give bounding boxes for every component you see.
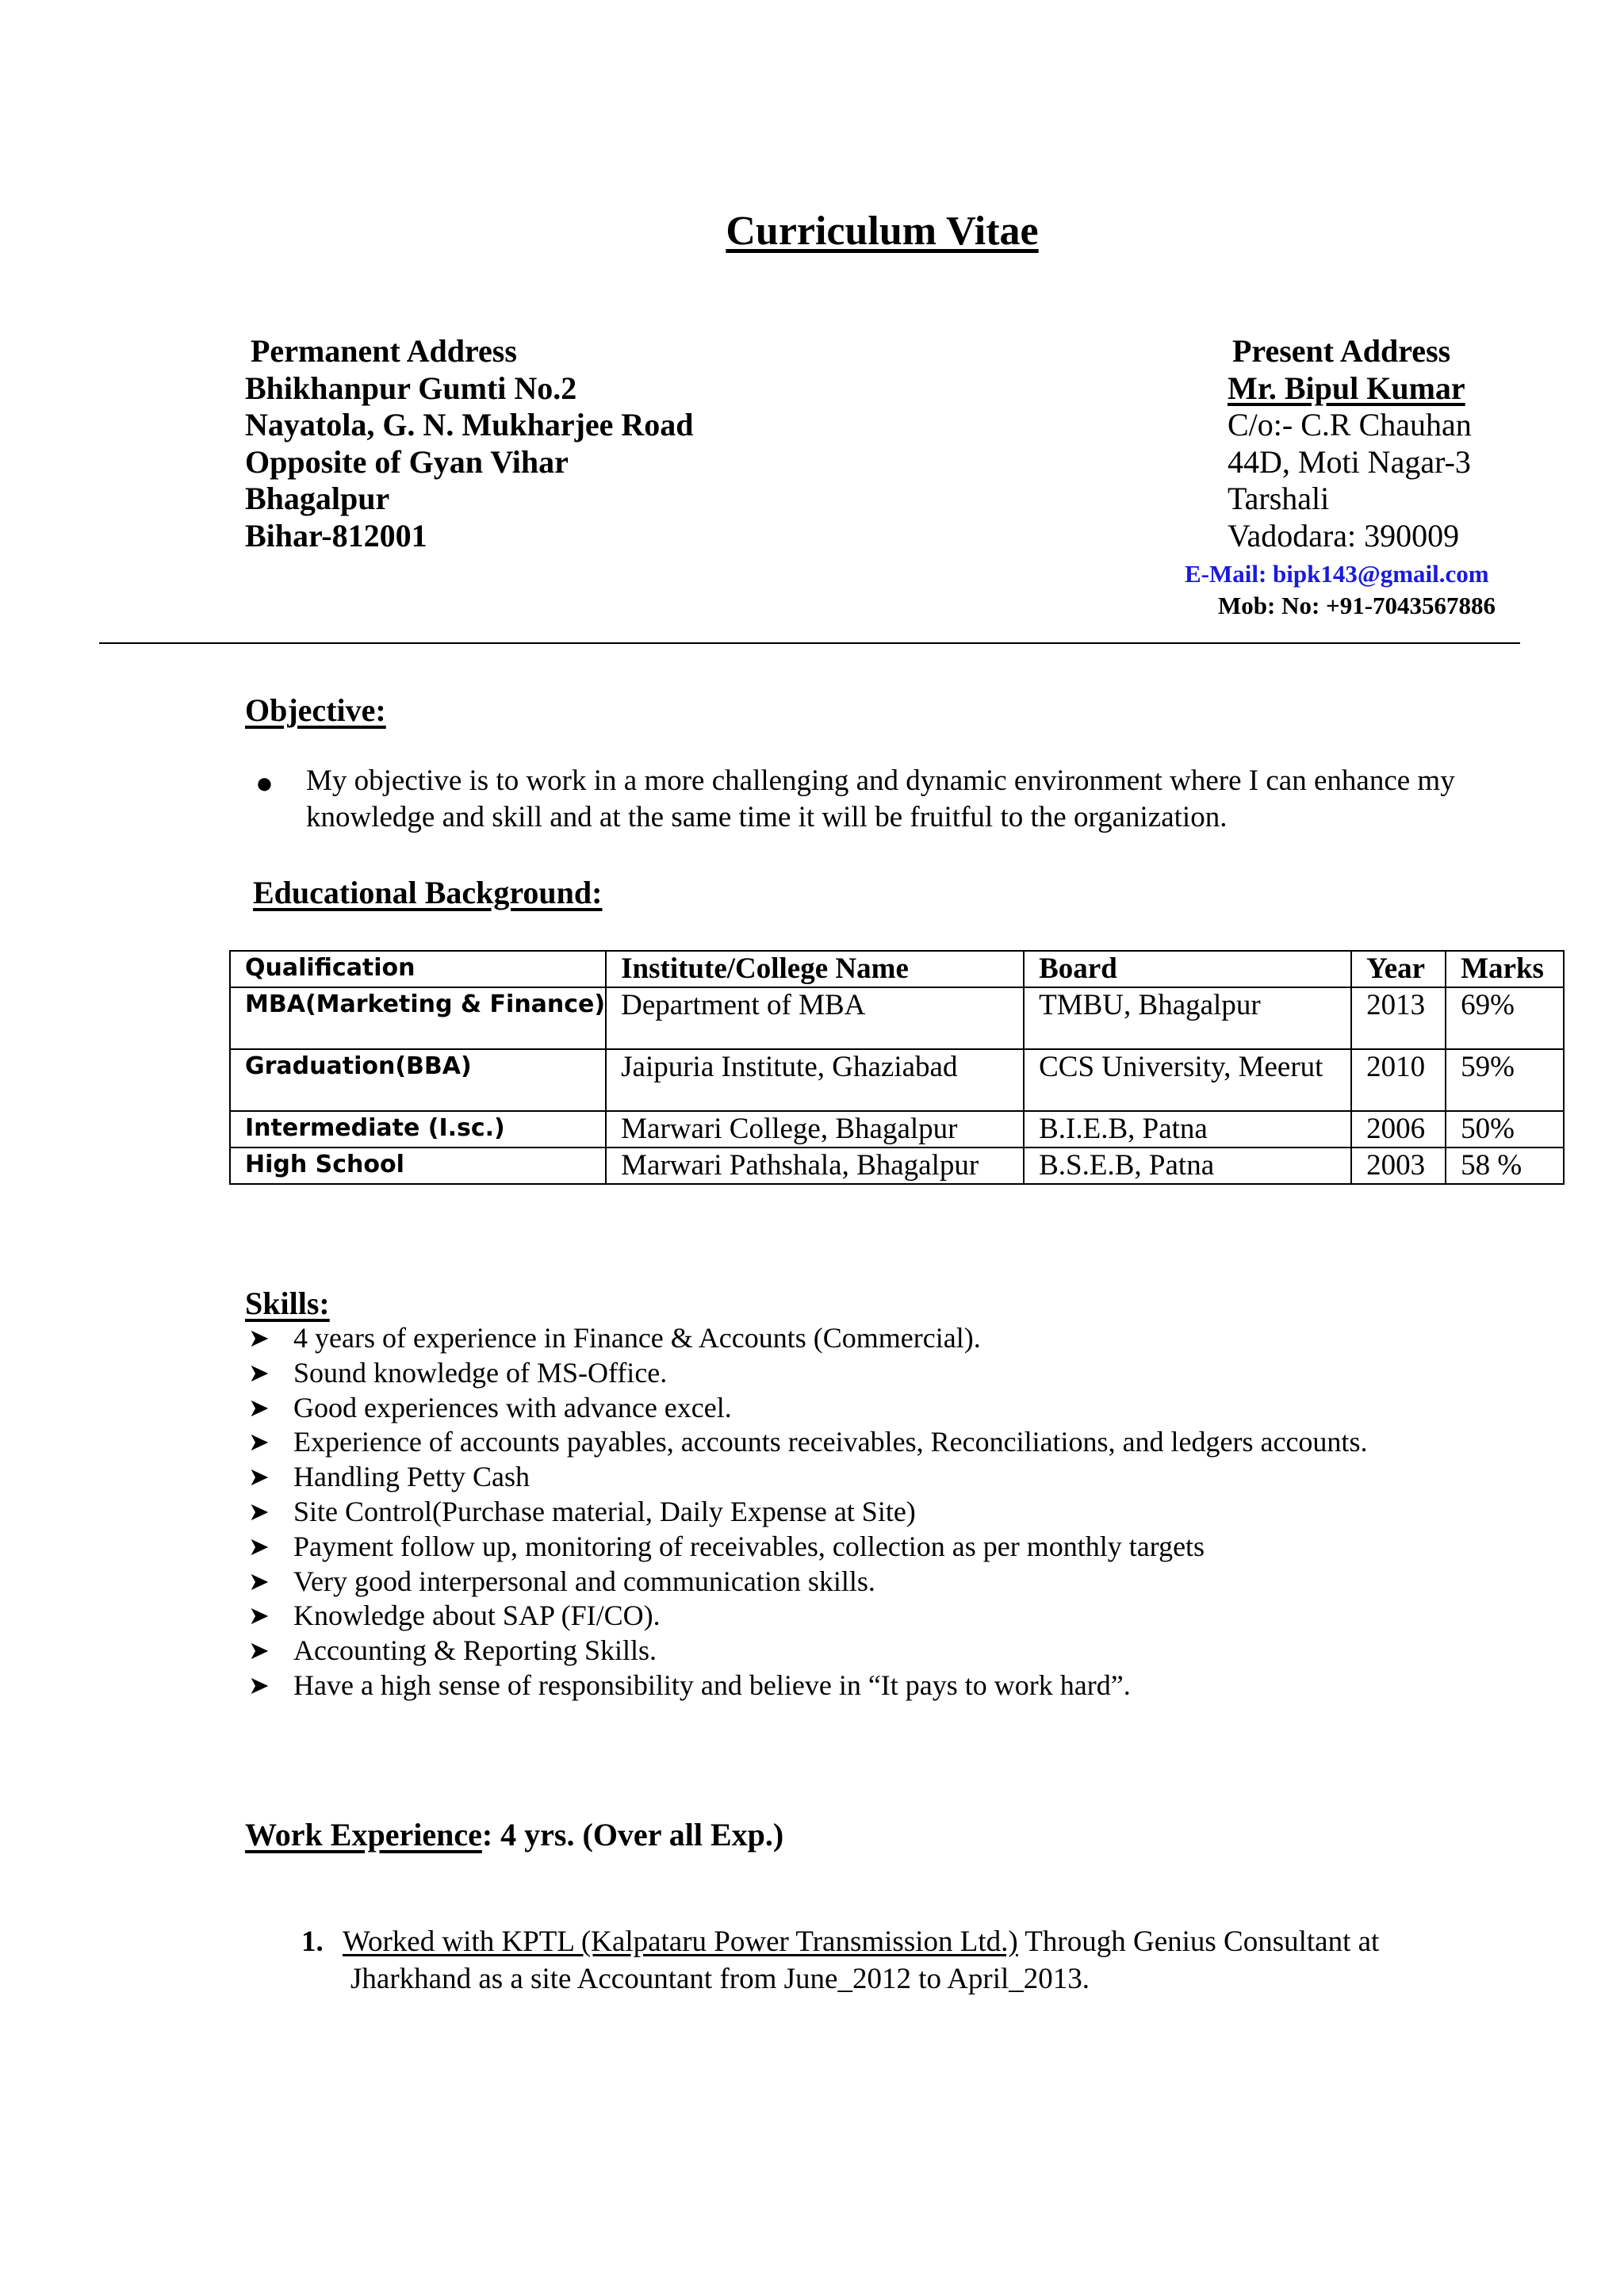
list-item: ➤ Have a high sense of responsibility and believe in “It pays to work hard”. [245,1669,1367,1703]
arrow-bullet-icon: ➤ [248,1323,270,1353]
table-cell: High School [230,1148,606,1184]
table-header-row [230,951,1564,987]
candidate-name: Mr. Bipul Kumar [1228,370,1465,406]
arrow-bullet-icon: ➤ [248,1669,270,1700]
present-address-line: C/o:- C.R Chauhan [1228,407,1472,443]
present-address-line: 44D, Moti Nagar-3 [1228,443,1471,480]
table-cell: Graduation(BBA) [230,1049,606,1111]
table-cell: 50% [1446,1111,1564,1148]
table-cell: CCS University, Meerut [1024,1049,1351,1111]
education-heading: Educational Background: [253,875,603,910]
education-table [229,950,1565,1185]
bullet-icon: ● [255,767,274,800]
table-cell: 69% [1446,987,1564,1049]
page-title: Curriculum Vitae [726,209,1039,254]
table-row [230,1111,1564,1148]
arrow-bullet-icon: ➤ [248,1392,270,1423]
list-item: ➤ 4 years of experience in Finance & Accounts (Commercial). [245,1321,1367,1356]
table-cell: 2013 [1351,987,1446,1049]
list-item: ➤ Payment follow up, monitoring of receivables, collection as per monthly targets [245,1530,1367,1565]
work-experience-line [301,1923,1526,1960]
list-item: ➤ Handling Petty Cash [245,1460,1367,1495]
work-experience-summary: : 4 yrs. (Over all Exp.) [481,1817,784,1852]
column-header: Marks [1446,951,1564,987]
table-cell: MBA(Marketing & Finance) [230,987,606,1049]
list-item: ➤ Good experiences with advance excel. [245,1391,1367,1426]
table-cell: B.S.E.B, Patna [1024,1148,1351,1184]
header-divider [99,642,1520,644]
list-item: ➤ Knowledge about SAP (FI/CO). [245,1599,1367,1634]
arrow-bullet-icon: ➤ [248,1427,270,1458]
list-item: ➤ Accounting & Reporting Skills. [245,1634,1367,1669]
table-cell: Marwari Pathshala, Bhagalpur [606,1148,1024,1184]
list-item: ➤ Experience of accounts payables, accounts receivables, Reconciliations, and ledgers accounts. [245,1425,1367,1460]
permanent-address-line: Bhagalpur [245,481,390,516]
skills-heading: Skills: [245,1285,330,1321]
work-detail: Through Genius Consultant at [1017,1925,1380,1958]
table-cell: Marwari College, Bhagalpur [606,1111,1024,1148]
objective-text: My objective is to work in a more challenging and dynamic environment where I can enhance my knowledge and skill and at the same time it will be fruitful to the organization. [306,764,1455,833]
present-address-heading: Present Address [1232,333,1451,369]
permanent-address-block [245,333,694,554]
mobile-contact: Mob: No: +91-7043567886 [1218,592,1496,619]
list-item: ➤ Very good interpersonal and communication skills. [245,1565,1367,1600]
table-cell: Jaipuria Institute, Ghaziabad [606,1049,1024,1111]
arrow-bullet-icon: ➤ [248,1600,270,1631]
list-number: 1. [301,1925,324,1958]
arrow-bullet-icon: ➤ [248,1462,270,1492]
permanent-address-line: Nayatola, G. N. Mukharjee Road [245,407,694,443]
arrow-bullet-icon: ➤ [248,1496,270,1527]
table-cell: 2006 [1351,1111,1446,1148]
table-row [230,987,1564,1049]
present-address-block [1228,333,1472,554]
skills-list [245,1321,1367,1703]
table-row [230,1049,1564,1111]
objective-heading: Objective: [245,692,386,728]
table-cell: 58 % [1446,1148,1564,1184]
arrow-bullet-icon: ➤ [248,1565,270,1596]
column-header: Institute/College Name [606,951,1024,987]
table-cell: 2010 [1351,1049,1446,1111]
arrow-bullet-icon: ➤ [248,1531,270,1561]
present-address-line: Vadodara: 390009 [1228,517,1460,554]
email-contact: E-Mail: bipk143@gmail.com [1185,560,1489,588]
arrow-bullet-icon: ➤ [248,1357,270,1388]
column-header: Board [1024,951,1351,987]
work-experience-heading [245,1816,783,1853]
list-item [301,1923,1526,1998]
permanent-address-line: Opposite of Gyan Vihar [245,443,569,480]
work-experience-list [301,1923,1526,1998]
list-item: ➤ Sound knowledge of MS-Office. [245,1356,1367,1391]
arrow-bullet-icon: ➤ [248,1635,270,1666]
column-header: Qualification [230,951,606,987]
table-row [230,1148,1564,1184]
column-header: Year [1351,951,1446,987]
list-item: ➤ Site Control(Purchase material, Daily Expense at Site) [245,1495,1367,1530]
table-cell: 2003 [1351,1148,1446,1184]
present-address-line: Tarshali [1228,481,1330,516]
work-company: Worked with KPTL (Kalpataru Power Transmission Ltd.) [343,1925,1018,1958]
permanent-address-line: Bhikhanpur Gumti No.2 [245,370,577,406]
work-detail: Jharkhand as a site Accountant from June_2012 to April_2013. [350,1963,1090,1995]
permanent-address-heading: Permanent Address [251,333,517,369]
table-cell: 59% [1446,1049,1564,1111]
table-cell: TMBU, Bhagalpur [1024,987,1351,1049]
table-cell: B.I.E.B, Patna [1024,1111,1351,1148]
work-experience-label: Work Experience [245,1817,482,1852]
table-cell: Department of MBA [606,987,1024,1049]
table-cell: Intermediate (I.sc.) [230,1111,606,1148]
permanent-address-line: Bihar-812001 [245,517,427,554]
